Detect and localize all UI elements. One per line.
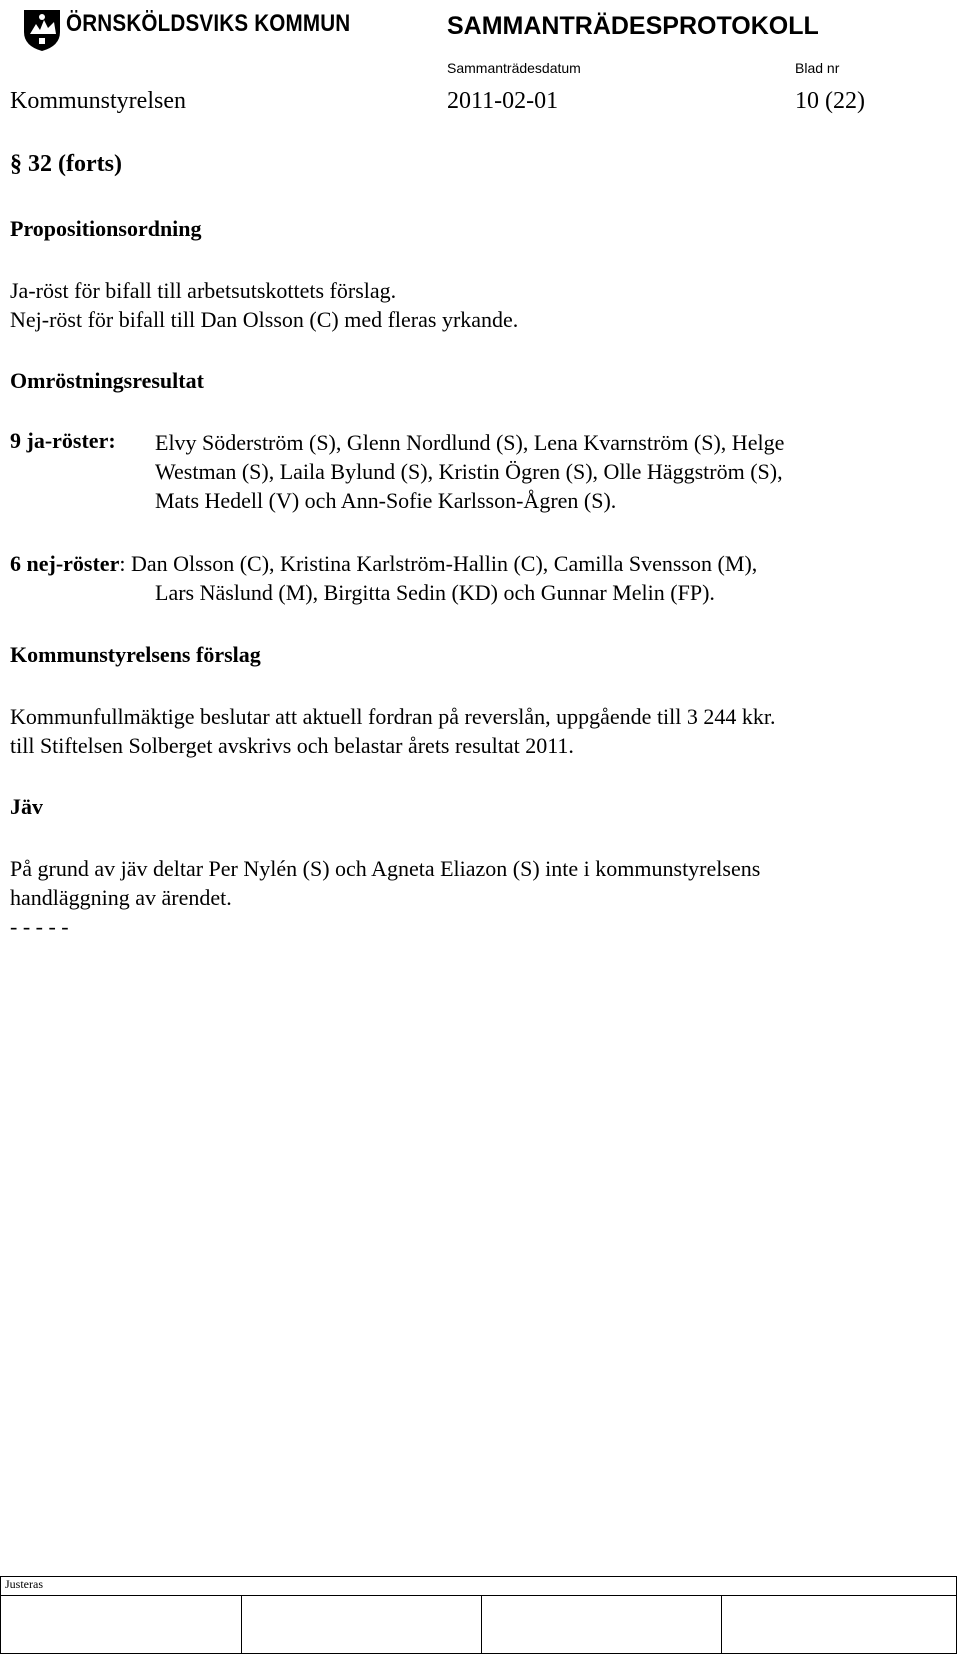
jav-line: På grund av jäv deltar Per Nylén (S) och Agneta Eliazon (S) inte i kommunstyrelsens: [10, 856, 761, 881]
signature-cell: [242, 1596, 482, 1654]
section-number: 32 (forts): [22, 151, 122, 177]
governing-body: Kommunstyrelsen: [10, 88, 186, 114]
no-votes-label: 6 nej-röster: [10, 551, 120, 576]
yes-votes-line: Mats Hedell (V) och Ann-Sofie Karlsson-Ågren (S).: [155, 488, 617, 513]
proposition-line: Nej-röst för bifall till Dan Olsson (C) med fleras yrkande.: [10, 307, 519, 332]
no-votes-names: : Dan Olsson (C), Kristina Karlström-Hallin (C), Camilla Svensson (M),: [119, 551, 758, 576]
yes-votes-names: [155, 428, 915, 515]
proposal-heading: Kommunstyrelsens förslag: [10, 642, 261, 667]
proposition-line: Ja-röst för bifall till arbetsutskottets förslag.: [10, 278, 397, 303]
end-marker: - - - - -: [10, 914, 69, 939]
document-type-title: SAMMANTRÄDESPROTOKOLL: [447, 12, 819, 40]
page-number-label: Blad nr: [795, 60, 840, 76]
municipal-crest-icon: [22, 8, 62, 52]
justeras-label: Justeras: [1, 1577, 957, 1596]
proposal-line: Kommunfullmäktige beslutar att aktuell fordran på reverslån, uppgående till 3 244 kkr.: [10, 704, 776, 729]
yes-votes-line: Elvy Söderström (S), Glenn Nordlund (S), Lena Kvarnström (S), Helge: [155, 430, 785, 455]
yes-votes-line: Westman (S), Laila Bylund (S), Kristin Ögren (S), Olle Häggström (S),: [155, 459, 783, 484]
jav-line: handläggning av ärendet.: [10, 885, 232, 910]
signature-cell: [722, 1596, 957, 1654]
organization-name: ÖRNSKÖLDSVIKS KOMMUN: [66, 10, 351, 37]
yes-votes-label: 9 ja-röster:: [10, 428, 116, 453]
propositions-heading: Propositionsordning: [10, 216, 202, 241]
proposal-line: till Stiftelsen Solberget avskrivs och belastar årets resultat 2011.: [10, 733, 574, 758]
no-votes-line: Lars Näslund (M), Birgitta Sedin (KD) och Gunnar Melin (FP).: [155, 580, 715, 605]
meeting-date-label: Sammanträdesdatum: [447, 60, 581, 76]
no-votes-first-line: [10, 549, 757, 578]
page-number: 10 (22): [795, 88, 865, 114]
signature-cell: [1, 1596, 242, 1654]
jav-heading: Jäv: [10, 794, 43, 819]
signature-cell: [482, 1596, 722, 1654]
section-mark: §: [10, 151, 22, 177]
vote-result-heading: Omröstningsresultat: [10, 368, 204, 393]
meeting-date: 2011-02-01: [447, 88, 559, 114]
signature-table: [0, 1576, 957, 1654]
section-heading: [10, 150, 122, 179]
